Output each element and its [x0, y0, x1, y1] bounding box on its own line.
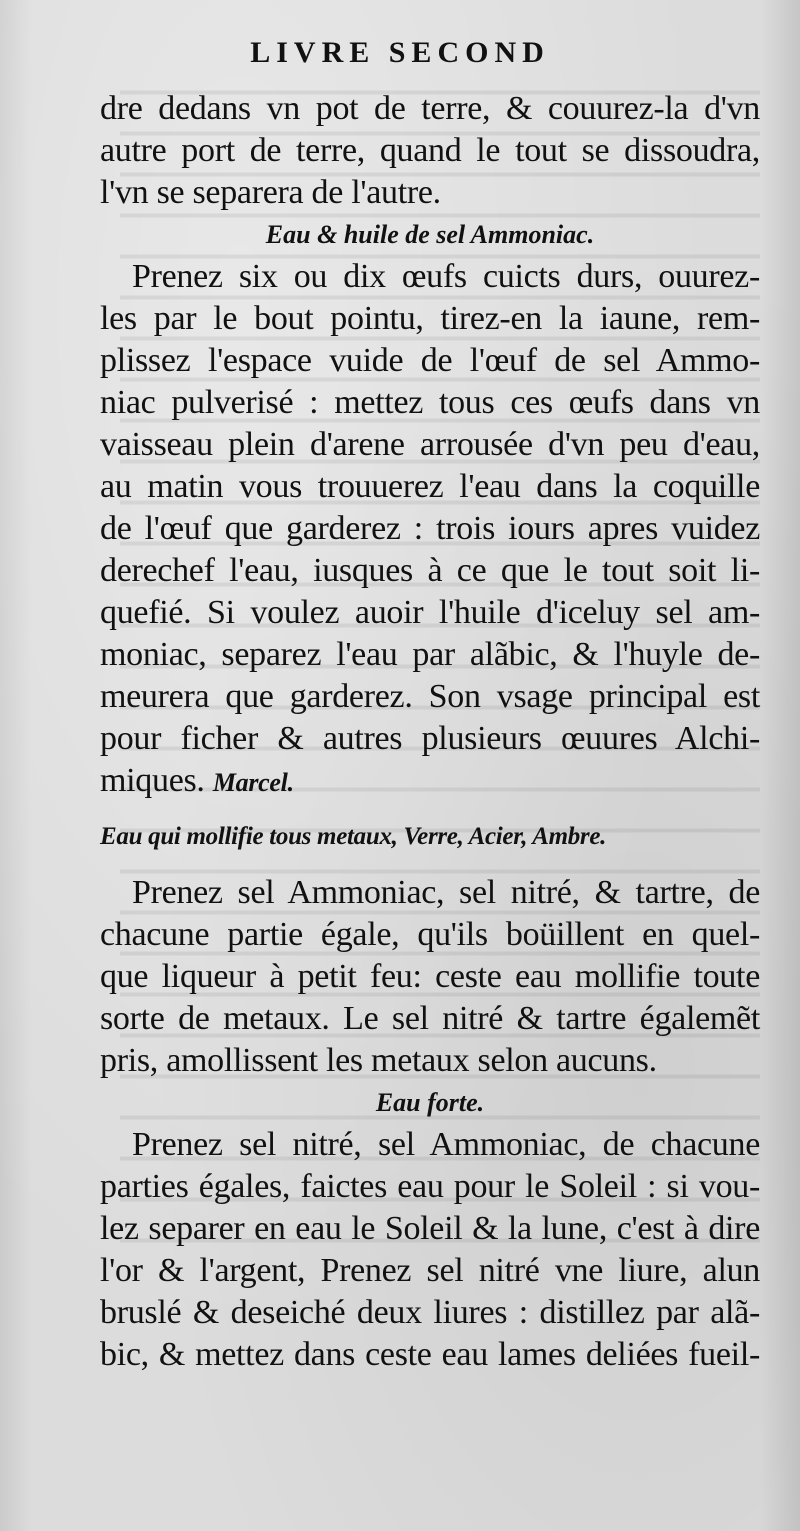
text-line: Prenez sel nitré, sel Ammoniac, de chacune	[132, 1126, 760, 1163]
text-line: moniac, separez l'eau par alãbic, & l'huyle de-	[100, 636, 760, 673]
text-line: que liqueur à petit feu: ceste eau mollifie toute	[100, 958, 760, 995]
text-line: de l'œuf que garderez : trois iours apres vuidez	[100, 510, 760, 547]
text-line: vaisseau plein d'arene arrousée d'vn peu d'eau,	[100, 426, 760, 463]
text-line: pris, amollissent les metaux selon aucuns.	[100, 1042, 657, 1079]
text-line: niac pulverisé : mettez tous ces œufs dans vn	[100, 384, 760, 421]
text-line: dre dedans vn pot de terre, & couurez-la d'vn	[100, 90, 760, 127]
text-line: pour ficher & autres plusieurs œuures Alchi-	[100, 720, 760, 757]
section-heading-eau-mollifie: Eau qui mollifie tous metaux, Verre, Acier, Ambre.	[100, 823, 607, 850]
text-line: plissez l'espace vuide de l'œuf de sel Ammo-	[100, 342, 760, 379]
text-line: parties égales, faictes eau pour le Soleil : si vou-	[100, 1168, 760, 1205]
attribution: Marcel.	[212, 768, 294, 797]
running-head: LIVRE SECOND	[250, 36, 550, 69]
text-line: l'vn se separera de l'autre.	[100, 174, 441, 211]
text-line: sorte de metaux. Le sel nitré & tartre égalemẽt	[100, 1000, 760, 1037]
text-line: quefié. Si voulez auoir l'huile d'iceluy sel am-	[100, 594, 760, 631]
text-line: derechef l'eau, iusques à ce que le tout soit li-	[100, 552, 760, 589]
text-line: bic, & mettez dans ceste eau lames deliées fueil-	[100, 1336, 760, 1373]
text-line: chacune partie égale, qu'ils boüillent en quel-	[100, 916, 760, 953]
text-line: bruslé & deseiché deux liures : distillez par alã-	[100, 1294, 760, 1331]
text-line: lez separer en eau le Soleil & la lune, c'est à dire	[100, 1210, 760, 1247]
text-line: meurera que garderez. Son vsage principal est	[100, 678, 760, 715]
section-heading-eau-forte: Eau forte.	[375, 1088, 485, 1117]
text-line: les par le bout pointu, tirez-en la iaune, rem-	[100, 300, 760, 337]
text-line: autre port de terre, quand le tout se dissoudra,	[100, 132, 760, 169]
page-body	[100, 88, 760, 1376]
text-line: Prenez six ou dix œufs cuicts durs, ouurez-	[132, 258, 760, 295]
text-line	[100, 760, 760, 802]
text-line: au matin vous trouuerez l'eau dans la coquille	[100, 468, 760, 505]
text-line-end: miques.	[100, 762, 205, 799]
section-heading-eau-huile: Eau & huile de sel Ammoniac.	[265, 220, 595, 249]
text-line: l'or & l'argent, Prenez sel nitré vne liure, alun	[100, 1252, 760, 1289]
text-line: Prenez sel Ammoniac, sel nitré, & tartre, de	[132, 874, 760, 911]
